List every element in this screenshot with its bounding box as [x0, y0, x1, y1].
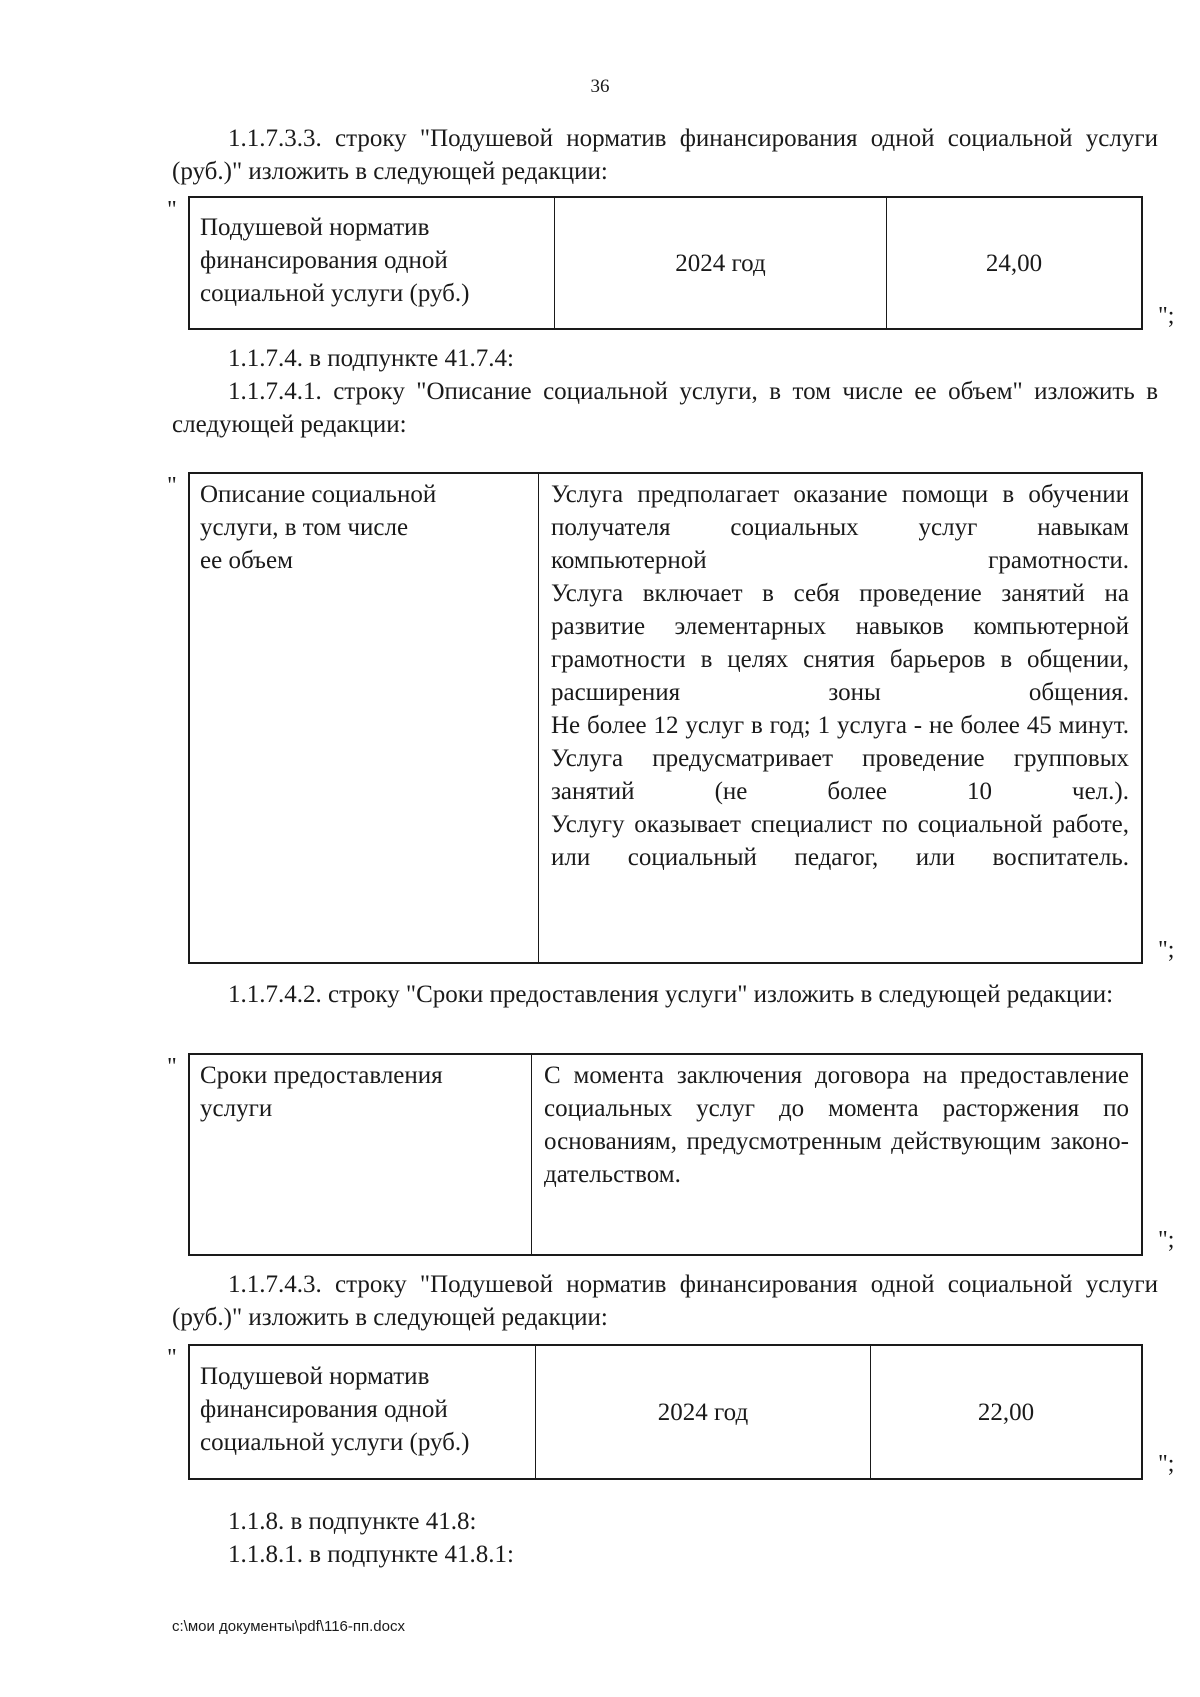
table-financing-2: [188, 1344, 1143, 1480]
table3-paragraph: С момента заключения договора на предоставление социальных услуг до момента расторжения по основаниям, предусмотренным действующим законо-дательством.: [544, 1062, 1129, 1188]
table2-description: [538, 474, 1141, 962]
quote-close-3: ";: [1158, 1227, 1175, 1253]
quote-open-2: ": [167, 473, 177, 499]
table2-label-line-2: услуги, в том числе: [200, 514, 409, 541]
quote-close-1: ";: [1158, 303, 1175, 329]
quote-open-4: ": [167, 1345, 177, 1371]
quote-open-1: ": [167, 197, 177, 223]
table2-label-line-3: ее объем: [200, 547, 293, 574]
table-terms: [188, 1053, 1143, 1256]
quote-close-2: ";: [1158, 937, 1175, 963]
paragraph-1-7-4-1: 1.1.7.4.1. строку "Описание социальной услуги, в том числе ее объем" изложить в следующей редакции:: [172, 378, 1158, 438]
paragraph-1-7-4-3: 1.1.7.4.3. строку "Подушевой норматив финансирования одной социальной услуги (руб.)" изложить в следующей редакции:: [172, 1271, 1158, 1331]
table2-paragraph-5: Услугу оказывает специалист по социальной работе, или социальный педагог, или воспитатель.: [551, 811, 1129, 871]
table-financing-1: [188, 196, 1143, 330]
table2-paragraph-4: Услуга предусматривает проведение групповых занятий (не более 10 чел.).: [551, 745, 1129, 805]
paragraph-1-8-1: 1.1.8.1. в подпункте 41.8.1:: [228, 1541, 514, 1568]
table3-text: [531, 1055, 1141, 1254]
table2-paragraph-3: Не более 12 услуг в год; 1 услуга - не более 45 минут.: [551, 712, 1129, 739]
paragraph-1-7-4-2: 1.1.7.4.2. строку "Сроки предоставления услуги" изложить в следующей редакции:: [228, 981, 1114, 1008]
table-description: [188, 472, 1143, 964]
table4-year: 2024 год: [535, 1346, 870, 1478]
table2-label-line-1: Описание социальной: [200, 481, 437, 508]
table1-year: 2024 год: [554, 198, 886, 328]
paragraph-1-8: 1.1.8. в подпункте 41.8:: [228, 1508, 477, 1535]
table4-label: Подушевой норматив финансирования одной социальной услуги (руб.): [200, 1362, 470, 1456]
table2-label: [190, 474, 538, 962]
page-number: 36: [590, 76, 610, 97]
paragraph-1-7-3-3: 1.1.7.3.3. строку "Подушевой норматив финансирования одной социальной услуги (руб.)" изложить в следующей редакции:: [172, 125, 1158, 185]
table2-paragraph-1: Услуга предполагает оказание помощи в обучении получателя социальных услуг навыкам компьютерной грамотности.: [551, 481, 1129, 574]
table3-label: [190, 1055, 531, 1254]
table2-paragraph-2: Услуга включает в себя проведение занятий на развитие элементарных навыков компьютерной грамотности в целях снятия барьеров в общении, расширения зоны общения.: [551, 580, 1129, 706]
quote-close-4: ";: [1158, 1451, 1175, 1477]
table3-label-line-2: услуги: [200, 1095, 273, 1122]
table3-label-line-1: Сроки предоставления: [200, 1062, 443, 1089]
table1-label: Подушевой норматив финансирования одной социальной услуги (руб.): [200, 213, 470, 307]
paragraph-1-7-4: 1.1.7.4. в подпункте 41.7.4:: [228, 345, 514, 372]
table4-value: 22,00: [870, 1346, 1141, 1478]
quote-open-3: ": [167, 1054, 177, 1080]
table1-value: 24,00: [886, 198, 1141, 328]
footer-file-path: c:\мои документы\pdf\116-пп.docx: [172, 1618, 405, 1635]
